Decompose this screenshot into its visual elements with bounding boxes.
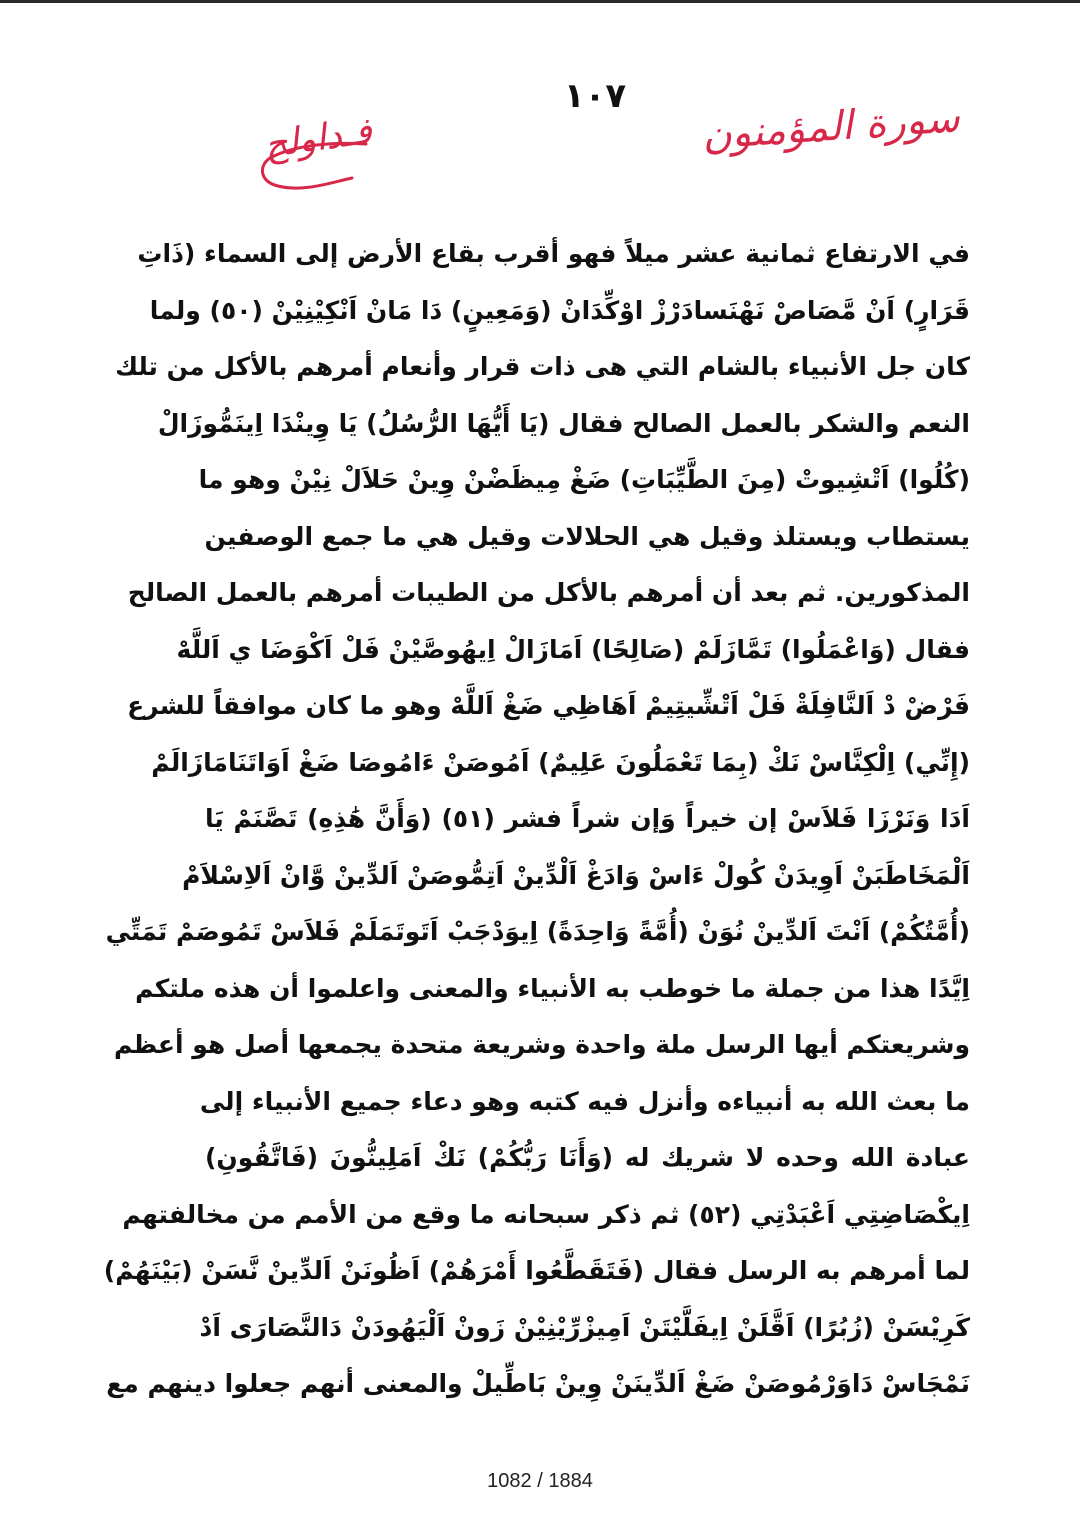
top-border-line — [0, 0, 1080, 3]
text-line: (كُلُوا) اَتْشِيوتْ (مِنَ الطَّيِّبَاتِ) ضَغْ مِيظَضْنْ وِينْ حَلاَلْ نِيْنْ وهو ما — [198, 465, 970, 494]
page-number: ١٠٧ — [563, 76, 627, 116]
page-counter-footer: 1082 / 1884 — [487, 1470, 593, 1492]
text-line: كَرِيْسَنْ (زُبُرًا) اَقَّلَنْ اِيفَلَّيْتَنْ اَمِيزْرِّيْنِيْنْ زَونْ اَلْيَهُودَنْ دَالنَّصَارَى اَدْ — [199, 1312, 970, 1342]
text-line: فقال (وَاعْمَلُوا) تَمَّازَلَمْ (صَالِحًا) اَمَازَالْ اِيهُوصَّيْنْ فَلْ اَكْوَضَا ي اَللَّهْ — [176, 634, 970, 664]
handwritten-surah-note: سورة المؤمنون — [700, 95, 962, 159]
text-line: وشريعتكم أيها الرسل ملة واحدة وشريعة متحدة يجمعها أصل هو أعظم — [113, 1030, 970, 1059]
text-line: نَمْجَاسْ دَاوَرْمُوصَنْ ضَغْ اَلدِّينَنْ وِينْ بَاطِّيلْ والمعنى أنهم جعلوا دينهم مع — [106, 1369, 970, 1398]
text-line: لما أمرهم به الرسل فقال (فَتَقَطَّعُوا أَمْرَهُمْ) اَظُونَنْ اَلدِّينْ نَّسَنْ (بَيْنَهُمْ) — [103, 1256, 970, 1285]
handwritten-swoosh-mark — [256, 138, 376, 194]
commentary-text-block — [103, 226, 970, 1413]
text-line: اَدَا وَنَرْزَا فَلاَسْ إن خيراً وَإن شراً فشر (٥١) (وَأَنَّ هَٰذِهِ) تَصَّنَمْ يَا — [205, 804, 970, 833]
text-line: كان جل الأنبياء بالشام التي هى ذات قرار وأنعام أمرهم بالأكل من تلك — [115, 352, 970, 381]
text-line: النعم والشكر بالعمل الصالح فقال (يَا أَيُّهَا الرُّسُلُ) يَا وِينْدَا اِينَمُّوزَالْ — [157, 408, 970, 438]
text-line: (أُمَّتُكُمْ) اَنْتَ اَلدِّينْ نُوَنْ (أُمَّةً وَاحِدَةً) اِيوَدْجَبْ اَتَوتَمَلَمْ فَلاَسْ تَمُوصَمْ تَمَتِّي — [105, 917, 970, 946]
text-line: قَرَارٍ) اَنْ مَّصَاصْ نَهْنَسادَرْزْ اوْكِّدَانْ (وَمَعِينٍ) دَا مَانْ اَنْكِيْنِيْنْ (٥٠) ولما — [149, 295, 970, 325]
text-line: فَرْضْ دْ اَلنَّافِلَةْ فَلْ اَتْشِّيتِيمْ اَهَاظِي ضَغْ اَللَّهْ وهو ما كان موافقاً للشرع — [127, 691, 970, 720]
handwritten-translation-note: فـداولح — [261, 110, 375, 167]
text-line: اَلْمَخَاطَبَنْ اَوِيدَنْ كُولْ ءَاسْ وَادَغْ اَلْدِّينْ اَتِمُّوصَنْ اَلدِّينْ وَّانْ اَلاِسْلاَمْ — [182, 860, 970, 890]
text-line: عبادة الله وحده لا شريك له (وَأَنَا رَبُّكُمْ) نَكْ اَمَلِينُّونَ (فَاتَّقُونِ) — [205, 1143, 970, 1172]
text-line: المذكورين. ثم بعد أن أمرهم بالأكل من الطيبات أمرهم بالعمل الصالح — [127, 578, 970, 607]
text-line: يستطاب ويستلذ وقيل هي الحلالات وقيل هي ما جمع الوصفين — [204, 521, 970, 551]
text-line: اِيَّدًا هذا من جملة ما خوطب به الأنبياء والمعنى واعلموا أن هذه ملتكم — [135, 973, 970, 1003]
text-line: في الارتفاع ثمانية عشر ميلاً فهو أقرب بقاع الأرض إلى السماء (ذَاتِ — [137, 239, 970, 268]
text-line: اِيكْصَاضِتِي اَعْبَدْتِي (٥٢) ثم ذكر سبحانه ما وقع من الأمم من مخالفتهم — [122, 1199, 970, 1229]
text-line: (إِنِّي) اِلْكِنَّاسْ نَكْ (بِمَا تَعْمَلُونَ عَلِيمٌ) اَمُوصَنْ ءَامُوصَا ضَغْ اَوَاتَنَامَازَالَمْ — [151, 747, 970, 777]
text-line: ما بعث الله به أنبياءه وأنزل فيه كتبه وهو دعاء جميع الأنبياء إلى — [199, 1086, 970, 1116]
